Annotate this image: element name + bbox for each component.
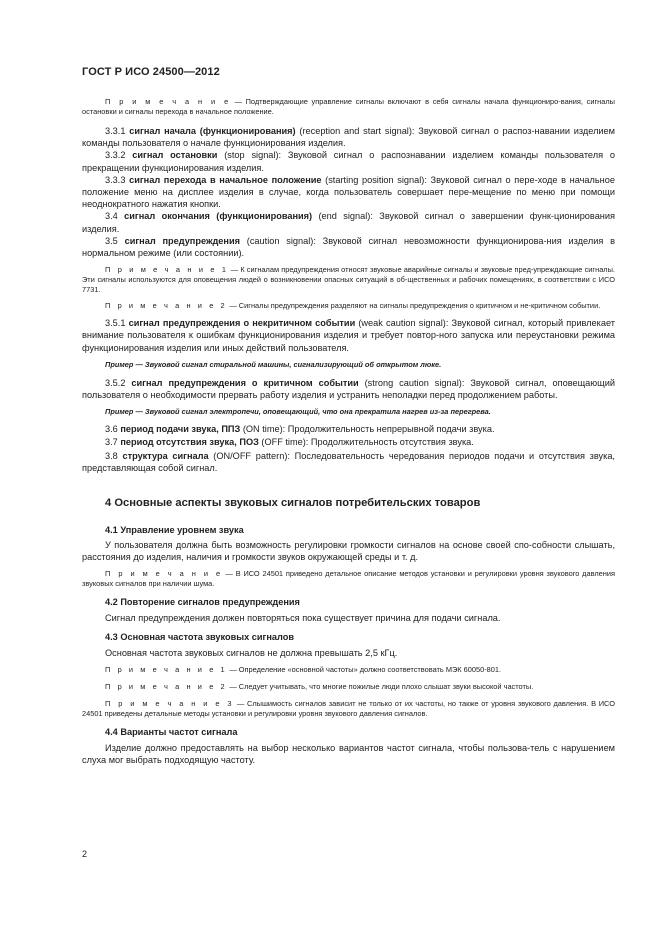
example-washing-machine: Пример — Звуковой сигнал стиральной машины, сигнализирующий об открытом люке. bbox=[105, 359, 442, 369]
section-4-1-title: 4.1 Управление уровнем звука bbox=[105, 525, 244, 536]
definition-3-4: 3.4 сигнал окончания (функционирования) (end signal): Звуковой сигнал о завершении функ-ционирования изделия. bbox=[82, 211, 615, 234]
section-4-1-text: У пользователя должна быть возможность регулировки громкости сигналов на основе своей спо-собности слышать, расстояния до изделия, наличия и громкости звуков окружающей среды и т. д. bbox=[82, 540, 615, 563]
section-4-4-title: 4.4 Варианты частот сигнала bbox=[105, 726, 238, 737]
definition-3-8: 3.8 структура сигнала (ON/OFF pattern): Последовательность чередования периодов подачи и отсутствия звука, представляющая собой сигнал. bbox=[82, 450, 615, 473]
note-3-5-2: П р и м е ч а н и е 2 — Сигналы предупреждения разделяют на сигналы предупреждения о критичном и не-критичном событии. bbox=[105, 301, 601, 311]
definition-3-5-1: 3.5.1 сигнал предупреждения о некритичном событии (weak caution signal): Звуковой сигнал, который привлекает внимание пользователя к ошибкам функционирования изделия и требует повтор-ного запуска или переустановки режима функционирования изделия или иных действий пользователя. bbox=[82, 318, 615, 353]
note-4-1: П р и м е ч а н и е — В ИСО 24501 приведено детальное описание методов установки и регулировки уровня звукового давления звуковых сигналов при наличии шума. bbox=[82, 569, 615, 589]
note-confirm-signals: П р и м е ч а н и е — Подтверждающие управление сигналы включают в себя сигналы начала функциониро-вания, сигналы остановки и сигналы перехода в начальное положение. bbox=[82, 97, 615, 116]
definition-3-3-1: 3.3.1 сигнал начала (функционирования) (reception and start signal): Звуковой сигнал о распоз-навании изделием команды пользователя о начале функционирования изделия. bbox=[82, 126, 615, 149]
note-4-3-3: П р и м е ч а н и е 3 — Слышимость сигналов зависит не только от их частоты, но также от уровня звукового давления. В ИСО 24501 приведены детальные методы установки и регулировки уровня звукового давления сигналов. bbox=[82, 698, 615, 718]
section-4-2-title: 4.2 Повторение сигналов предупреждения bbox=[105, 597, 300, 608]
definition-3-3-2: 3.3.2 сигнал остановки (stop signal): Звуковой сигнал о распознавании изделием команды пользователя о прекращении функционирования изделия. bbox=[82, 150, 615, 173]
definition-3-3-3: 3.3.3 сигнал перехода в начальное положение (starting position signal): Звуковой сигнал о пере-ходе в начальное положение меню на дисплее изделия в случае, когда пользователь совершает пере-мещение по меню при помощи неоднократного нажатия кнопки. bbox=[82, 174, 615, 210]
note-3-5-1: П р и м е ч а н и е 1 — К сигналам предупреждения относят звуковые аварийные сигналы и звуковые пред-упреждающие сигналы. Эти сигналы используются для оповещения людей о возникновении опасных ситуаций в об-щественных и рабочих помещениях, в соответствии с ИСО 7731. bbox=[82, 265, 615, 295]
document-header: ГОСТ Р ИСО 24500—2012 bbox=[82, 66, 220, 78]
section-4-4-text: Изделие должно предоставлять на выбор несколько вариантов частот сигнала, чтобы пользова-тель с нарушением слуха мог выбрать подходящую частоту. bbox=[82, 742, 615, 766]
definition-3-5-2: 3.5.2 сигнал предупреждения о критичном событии (strong caution signal): Звуковой сигнал, оповещающий пользователя о необходимости прервать работу изделия и устранить неполадки перед продолжением работы. bbox=[82, 377, 615, 401]
definition-3-7: 3.7 период отсутствия звука, ПОЗ (OFF time): Продолжительность отсутствия звука. bbox=[105, 437, 474, 448]
section-4-2-text: Сигнал предупреждения должен повторяться пока существует причина для подачи сигнала. bbox=[105, 613, 501, 624]
section-4-3-title: 4.3 Основная частота звуковых сигналов bbox=[105, 631, 294, 642]
section-4-3-text: Основная частота звуковых сигналов не должна превышать 2,5 кГц. bbox=[105, 647, 398, 658]
definition-3-5: 3.5 сигнал предупреждения (caution signal): Звуковой сигнал невозможности функционирова-ния изделия в нормальном режиме (или состоянии). bbox=[82, 235, 615, 259]
note-4-3-2: П р и м е ч а н и е 2 — Следует учитывать, что многие пожилые люди плохо слышат звуки высокой частоты. bbox=[105, 681, 534, 691]
definition-3-6: 3.6 период подачи звука, ППЗ (ON time): Продолжительность непрерывной подачи звука. bbox=[105, 424, 495, 435]
note-4-3-1: П р и м е ч а н и е 1 — Определение «основной частоты» должно соответствовать МЭК 60050-801. bbox=[105, 664, 502, 674]
example-electric-oven: Пример — Звуковой сигнал электропечи, оповещающий, что она прекратила нагрев из-за перегрева. bbox=[105, 407, 491, 417]
section-4-title: 4 Основные аспекты звуковых сигналов потребительских товаров bbox=[105, 497, 481, 510]
page-number: 2 bbox=[82, 849, 88, 859]
